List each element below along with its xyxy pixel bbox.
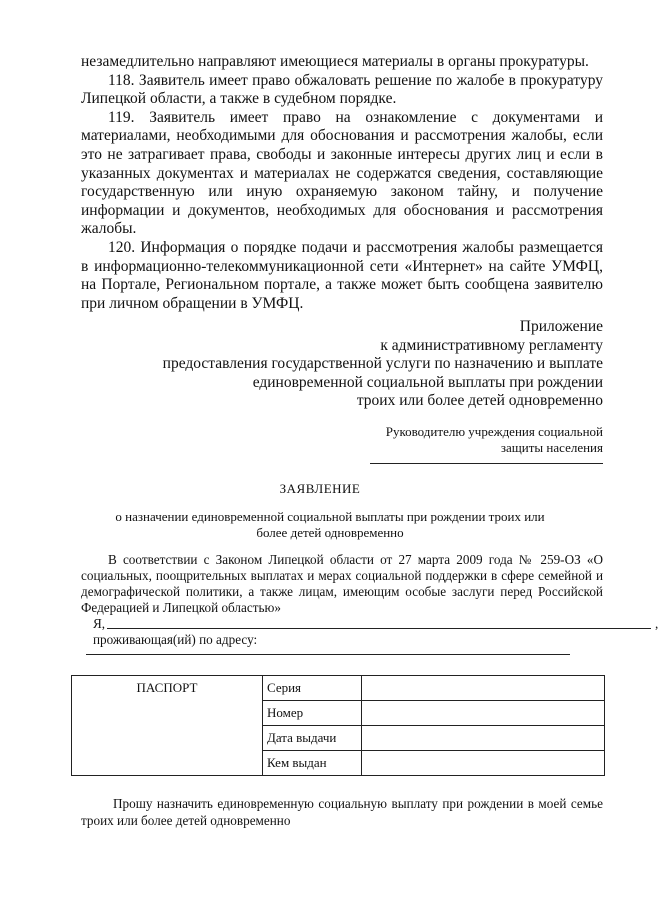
paragraph-continuation: незамедлительно направляют имеющиеся материалы в органы прокуратуры. <box>81 53 589 70</box>
form-title: ЗАЯВЛЕНИЕ <box>279 481 361 496</box>
table-row <box>72 676 605 701</box>
appendix-line: троих или более детей одновременно <box>356 392 603 410</box>
intro-paragraph: В соответствии с Законом Липецкой области от 27 марта 2009 года № 259-ОЗ «О социальных, поощрительных выплатах и мерах социальной поддержки в сфере семейной и демографической политики, а также лицам, имеющим особые заслуги перед Российской Федерацией и Липецкой областью» <box>81 552 603 615</box>
applicant-name-row <box>93 616 658 632</box>
applicant-comma: , <box>655 616 658 631</box>
appendix-line: Приложение <box>519 318 603 335</box>
regulation-text <box>81 53 603 313</box>
passport-field-label: Кем выдан <box>263 751 362 776</box>
paragraph-120: 120. Информация о порядке подачи и рассмотрения жалобы размещается в информационно-телекоммуникационной сети «Интернет» на сайте УМФЦ, на Портале, Региональном портале, а также может быть сообщена заявителю при личном обращении в УМФЦ. <box>81 238 603 312</box>
passport-issue-date-input[interactable] <box>362 726 605 751</box>
appendix-header <box>123 318 603 411</box>
address-field[interactable] <box>86 654 570 655</box>
addressee-block <box>303 424 603 456</box>
request-paragraph: Прошу назначить единовременную социальную выплату при рождении в моей семье троих или более детей одновременно <box>81 796 603 828</box>
passport-table <box>71 675 605 776</box>
appendix-line: единовременной социальной выплаты при рождении <box>252 373 603 391</box>
form-intro <box>81 552 603 616</box>
appendix-line: к административному регламенту <box>380 336 603 354</box>
passport-number-input[interactable] <box>362 701 605 726</box>
paragraph-118: 118. Заявитель имеет право обжаловать решение по жалобе в прокуратуру Липецкой области, а также в судебном порядке. <box>81 71 603 108</box>
addressee-line: Руководителю учреждения социальной <box>385 424 603 439</box>
passport-label: ПАСПОРТ <box>72 676 263 776</box>
addressee-signature-line[interactable] <box>370 463 603 464</box>
passport-issued-by-input[interactable] <box>362 751 605 776</box>
request-block <box>81 795 603 829</box>
addressee-line: защиты населения <box>500 440 603 455</box>
form-subtitle: о назначении единовременной социальной выплаты при рождении троих или более детей одновременно <box>115 509 545 540</box>
address-label: проживающая(ий) по адресу: <box>93 632 258 647</box>
passport-series-input[interactable] <box>362 676 605 701</box>
applicant-label: Я, <box>93 616 106 631</box>
passport-field-label: Номер <box>263 701 362 726</box>
appendix-line: предоставления государственной услуги по назначению и выплате <box>162 355 603 373</box>
paragraph-119: 119. Заявитель имеет право на ознакомление с документами и материалами, необходимыми для обоснования и рассмотрения жалобы, если это не затрагивает права, свободы и законные интересы других лиц и если в указанных документах и материалах не содержатся сведения, составляющие государственную или иную охраняемую законом тайну, и получение информации и документов, необходимых для обоснования и рассмотрения жалобы. <box>81 108 603 238</box>
passport-field-label: Серия <box>263 676 362 701</box>
passport-field-label: Дата выдачи <box>263 726 362 751</box>
applicant-name-field[interactable] <box>107 628 651 629</box>
